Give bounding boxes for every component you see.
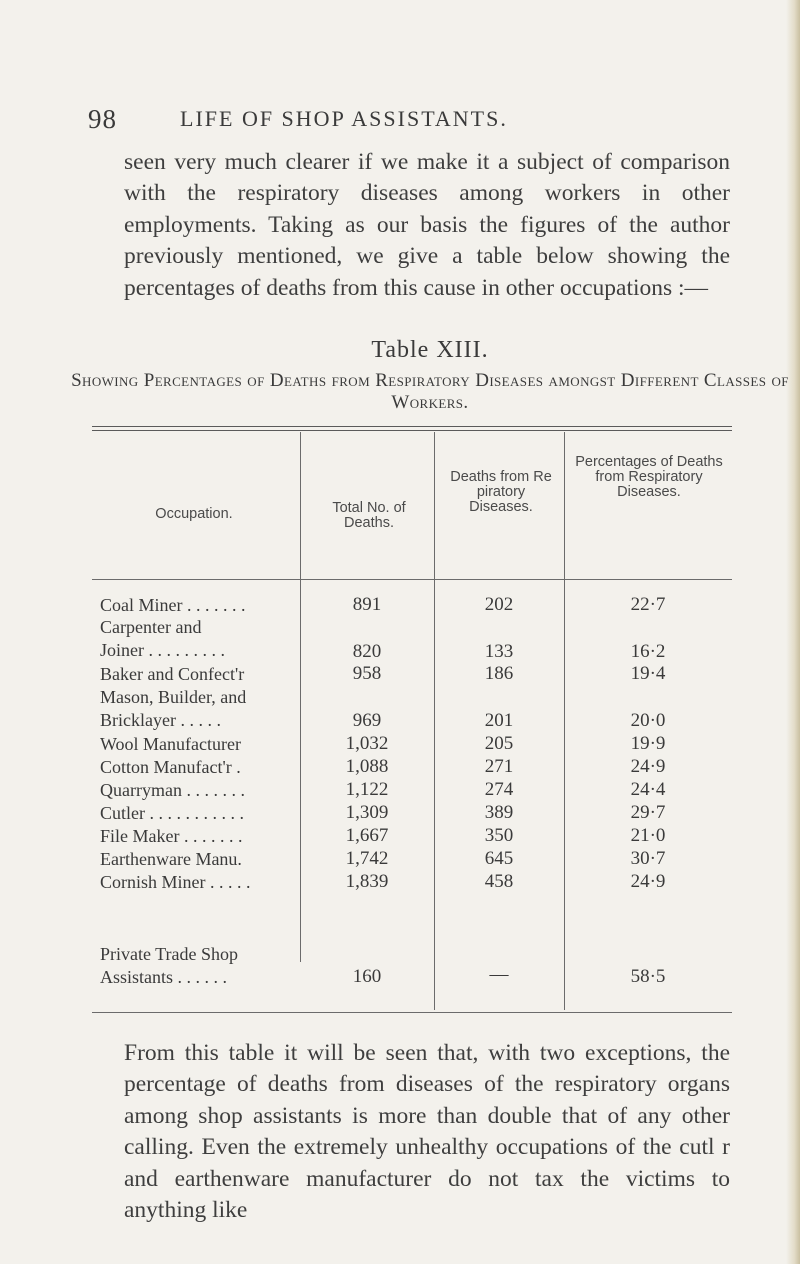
respiratory-deaths-cell: — bbox=[489, 964, 509, 985]
respiratory-deaths-cell: 205 bbox=[484, 733, 514, 754]
header-percentages: Percentages of Deaths from Respiratory Diseases. bbox=[575, 454, 723, 500]
running-title: LIFE OF SHOP ASSISTANTS. bbox=[180, 106, 508, 131]
total-deaths-cell: 891 bbox=[352, 594, 382, 615]
table-row bbox=[92, 848, 732, 872]
occupation-cell-cont: Assistants . . . . . . bbox=[100, 967, 228, 987]
occupation-cell: Baker and Confect'r bbox=[100, 664, 245, 684]
header-respiratory-deaths: Deaths from Re piratory Diseases. bbox=[450, 469, 552, 515]
page-number: 98 bbox=[88, 104, 117, 134]
respiratory-deaths-cell: 186 bbox=[484, 663, 514, 684]
total-deaths-cell: 1,088 bbox=[345, 756, 389, 777]
header-total-deaths: Total No. of Deaths. bbox=[332, 500, 406, 531]
total-deaths-cell: 820 bbox=[352, 641, 382, 662]
total-deaths-cell: 1,032 bbox=[345, 733, 389, 754]
percentage-cell: 24·9 bbox=[630, 756, 666, 777]
occupation-cell: Wool Manufacturer bbox=[100, 734, 241, 754]
occupation-cell: File Maker . . . . . . . bbox=[100, 826, 243, 846]
table-row bbox=[92, 802, 732, 826]
occupation-cell: Private Trade Shop bbox=[100, 944, 239, 964]
respiratory-deaths-cell: 645 bbox=[484, 848, 514, 869]
total-deaths-cell: 969 bbox=[352, 710, 382, 731]
table-caption: Showing Percentages of Deaths from Respiratory Diseases amongst Different Classes of Workers. bbox=[71, 370, 789, 413]
occupation-cell-cont: Joiner . . . . . . . . . bbox=[100, 640, 225, 660]
page-header bbox=[88, 104, 728, 144]
percentage-cell: 16·2 bbox=[630, 641, 666, 662]
percentage-cell: 29·7 bbox=[630, 802, 666, 823]
percentage-cell: 58·5 bbox=[630, 966, 666, 987]
respiratory-deaths-cell: 458 bbox=[484, 871, 514, 892]
table-row bbox=[92, 756, 732, 780]
table-row bbox=[92, 825, 732, 849]
table-row bbox=[92, 733, 732, 757]
table-row bbox=[92, 779, 732, 803]
respiratory-deaths-cell: 202 bbox=[484, 594, 514, 615]
intro-paragraph-text: seen very much clearer if we make it a subject of comparison with the respiratory diseases among workers in other employments. Taking as our basis the figures of the author previously mentioned, we give a table below showing the percentages of deaths from this cause in other occupations :— bbox=[124, 149, 730, 301]
table-title: Table XIII. bbox=[371, 337, 489, 363]
closing-paragraph-text: From this table it will be seen that, with two exceptions, the percentage of deaths from diseases of the respiratory organs among shop assistants is more than double that of any other calling. Even the extremely unhealthy occupations of the cutl r and earthenware manufacturer do not tax the victims to anything like bbox=[124, 1040, 730, 1224]
occupation-cell: Earthenware Manu. bbox=[100, 849, 242, 869]
page-edge bbox=[786, 0, 800, 1264]
total-deaths-cell: 160 bbox=[352, 966, 382, 987]
occupation-cell: Mason, Builder, and bbox=[100, 687, 247, 707]
respiratory-deaths-cell: 274 bbox=[484, 779, 514, 800]
respiratory-deaths-cell: 389 bbox=[484, 802, 514, 823]
respiratory-deaths-cell: 201 bbox=[484, 710, 514, 731]
total-deaths-cell: 1,742 bbox=[345, 848, 389, 869]
table-row bbox=[92, 594, 732, 618]
occupation-cell: Carpenter and bbox=[100, 617, 202, 637]
occupation-cell: Coal Miner . . . . . . . bbox=[100, 595, 246, 615]
closing-paragraph bbox=[124, 1038, 730, 1226]
percentage-cell: 24·9 bbox=[630, 871, 666, 892]
intro-paragraph bbox=[124, 147, 730, 304]
table-row bbox=[92, 616, 732, 664]
total-deaths-cell: 958 bbox=[352, 663, 382, 684]
percentage-cell: 30·7 bbox=[630, 848, 666, 869]
header-occupation: Occupation. bbox=[155, 506, 233, 522]
table-row-shop-assistants bbox=[92, 943, 732, 991]
respiratory-deaths-cell: 271 bbox=[484, 756, 514, 777]
total-deaths-cell: 1,122 bbox=[345, 779, 389, 800]
percentage-cell: 20·0 bbox=[630, 710, 666, 731]
occupation-cell: Cutler . . . . . . . . . . . bbox=[100, 803, 244, 823]
table-row bbox=[92, 871, 732, 895]
table-row bbox=[92, 663, 732, 687]
total-deaths-cell: 1,309 bbox=[345, 802, 389, 823]
table-top-rule bbox=[92, 426, 732, 431]
table-bottom-rule bbox=[92, 1012, 732, 1013]
respiratory-deaths-cell: 350 bbox=[484, 825, 514, 846]
percentage-cell: 19·4 bbox=[630, 663, 666, 684]
total-deaths-cell: 1,839 bbox=[345, 871, 389, 892]
table-row bbox=[92, 686, 732, 734]
percentage-cell: 19·9 bbox=[630, 733, 666, 754]
occupation-cell-cont: Bricklayer . . . . . bbox=[100, 710, 221, 730]
occupation-cell: Cornish Miner . . . . . bbox=[100, 872, 251, 892]
occupation-cell: Cotton Manufact'r . bbox=[100, 757, 241, 777]
percentage-cell: 24·4 bbox=[630, 779, 666, 800]
respiratory-deaths-cell: 133 bbox=[484, 641, 514, 662]
percentage-cell: 21·0 bbox=[630, 825, 666, 846]
occupation-cell: Quarryman . . . . . . . bbox=[100, 780, 245, 800]
percentage-cell: 22·7 bbox=[630, 594, 666, 615]
total-deaths-cell: 1,667 bbox=[345, 825, 389, 846]
header-rule bbox=[92, 579, 732, 580]
